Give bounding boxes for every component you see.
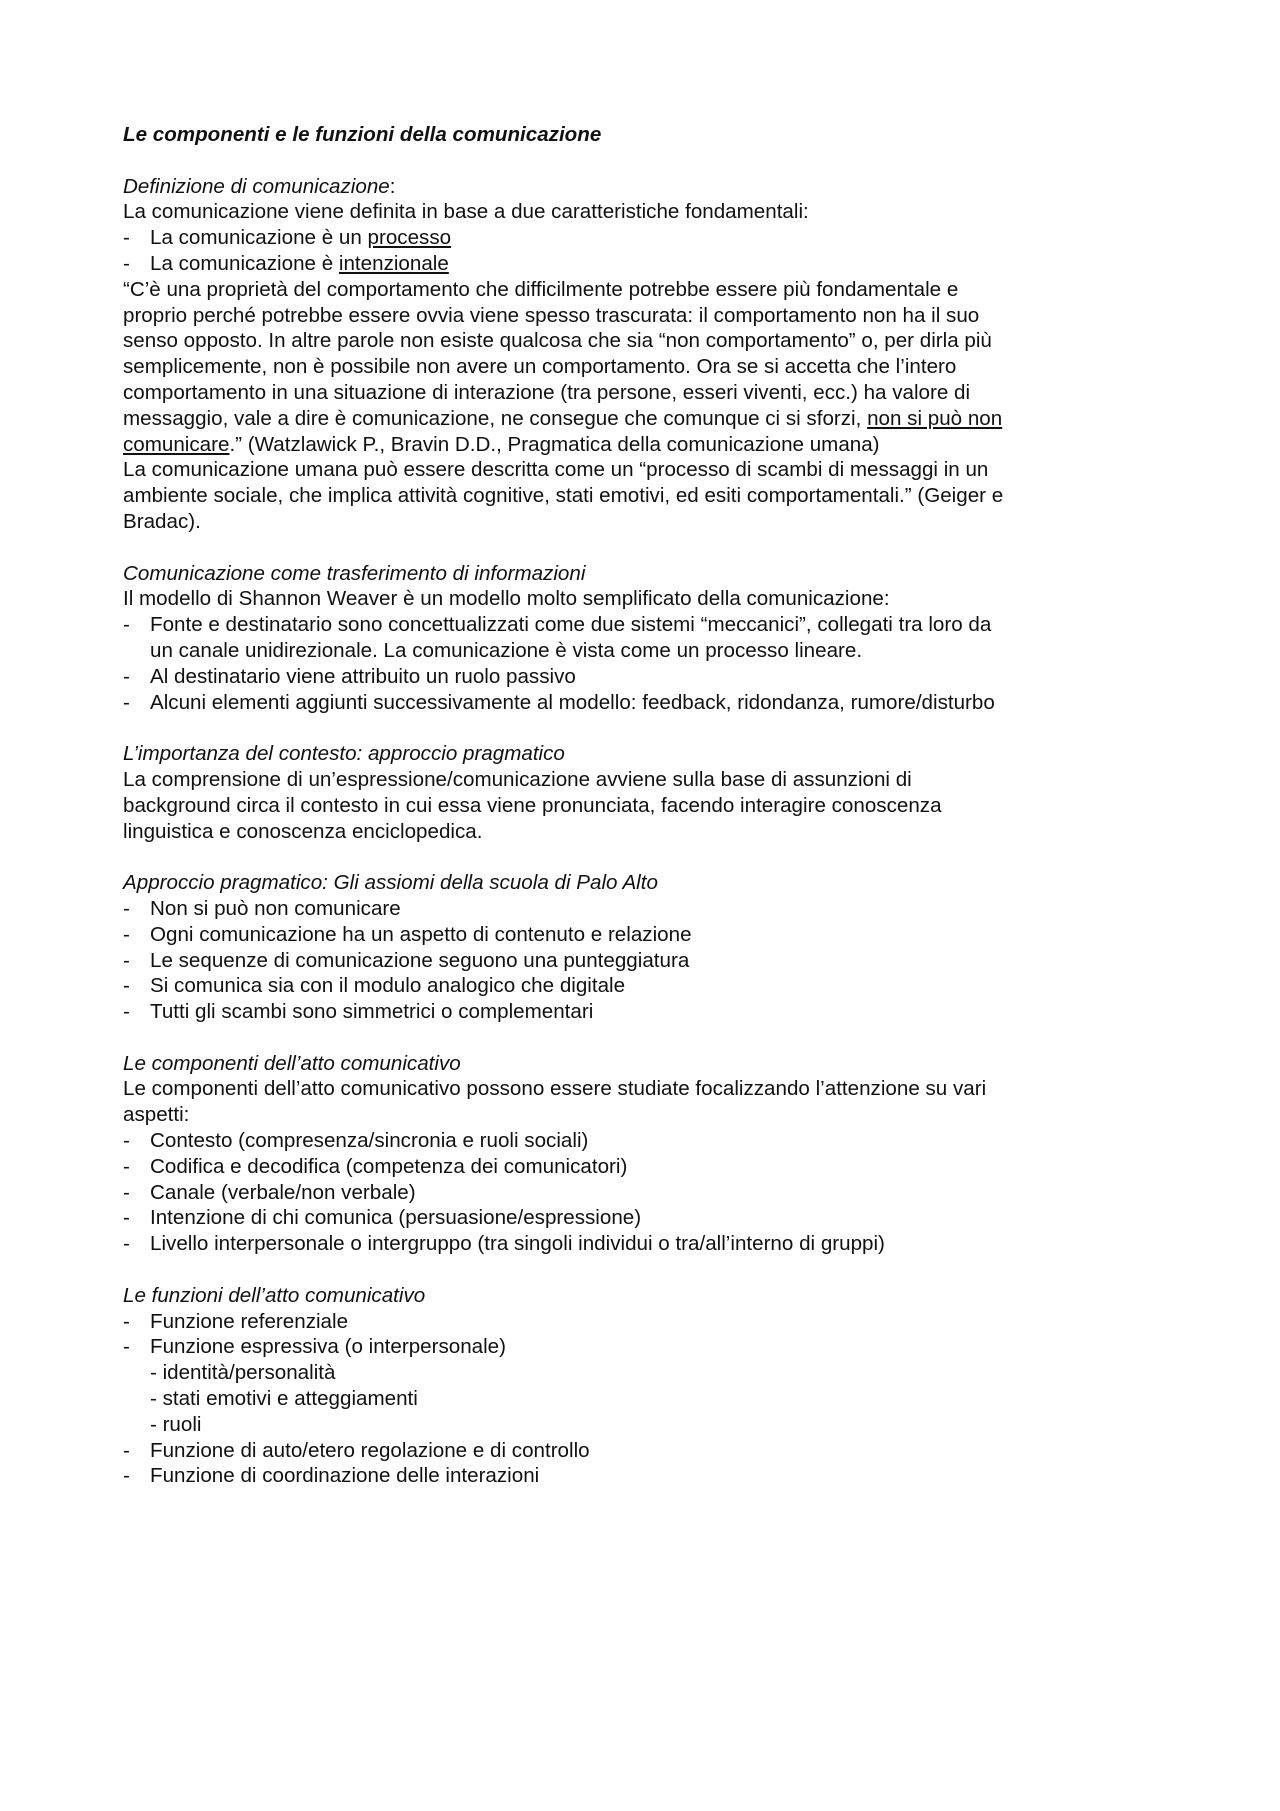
- list-item-text: Si comunica sia con il modulo analogico che digitale: [150, 974, 626, 998]
- bullet-dash: -: [123, 251, 130, 275]
- paragraph-line: Le componenti dell’atto comunicativo possono essere studiate focalizzando l’attenzione su vari: [123, 1077, 987, 1101]
- quote-line: senso opposto. In altre parole non esiste qualcosa che sia “non comportamento” o, per dirla più: [123, 329, 992, 353]
- bullet-dash: -: [123, 1206, 130, 1230]
- bullet-dash: -: [123, 1309, 130, 1333]
- spacer: [123, 1025, 1173, 1051]
- section-heading: Approccio pragmatico: Gli assiomi della scuola di Palo Alto: [123, 871, 658, 895]
- section-heading: Le funzioni dell’atto comunicativo: [123, 1283, 426, 1307]
- list-item-text: Alcuni elementi aggiunti successivamente al modello: feedback, ridondanza, rumore/disturbo: [150, 690, 995, 714]
- list-item: [123, 1231, 1173, 1257]
- list-item: [123, 922, 1173, 948]
- bullet-dash: -: [123, 690, 130, 714]
- bullet-dash: -: [123, 1438, 130, 1462]
- list-item-text: Intenzione di chi comunica (persuasione/espressione): [150, 1206, 642, 1230]
- list-item: [123, 999, 1173, 1025]
- quote-line: [123, 432, 1173, 458]
- bullet-dash: -: [123, 1464, 130, 1488]
- list-item-text: Le sequenze di comunicazione seguono una punteggiatura: [150, 948, 690, 972]
- bullet-dash: -: [123, 1335, 130, 1359]
- list-item-text: Funzione referenziale: [150, 1309, 349, 1333]
- list-item-text: Funzione di coordinazione delle interazioni: [150, 1464, 540, 1488]
- list-item-text: Ogni comunicazione ha un aspetto di contenuto e relazione: [150, 922, 692, 946]
- paragraph-line: ambiente sociale, che implica attività cognitive, stati emotivi, ed esiti comportamentali.” (Geiger e: [123, 484, 1004, 508]
- section-heading: L’importanza del contesto: approccio pragmatico: [123, 742, 565, 766]
- quote-line: [123, 406, 1173, 432]
- list-item-text: Livello interpersonale o intergruppo (tra singoli individui o tra/all’interno di gruppi): [150, 1232, 885, 1256]
- list-item-text: Codifica e decodifica (competenza dei comunicatori): [150, 1154, 628, 1178]
- list-item: [123, 948, 1173, 974]
- list-item-text: Funzione di auto/etero regolazione e di controllo: [150, 1438, 590, 1462]
- list-item: [123, 1205, 1173, 1231]
- heading-colon: :: [389, 174, 396, 198]
- underlined-term: non si può non: [867, 406, 1003, 430]
- quote-text: messaggio, vale a dire è comunicazione, ne consegue che comunque ci si sforzi,: [123, 406, 868, 430]
- list-item-text: Al destinatario viene attribuito un ruolo passivo: [150, 664, 576, 688]
- list-item: [123, 1180, 1173, 1206]
- list-item: [123, 251, 1173, 277]
- document-title: Le componenti e le funzioni della comunicazione: [123, 123, 602, 146]
- paragraph-line: linguistica e conoscenza enciclopedica.: [123, 819, 483, 843]
- list-item: [123, 1463, 1173, 1489]
- paragraph-line: La comprensione di un’espressione/comunicazione avviene sulla base di assunzioni di: [123, 767, 912, 791]
- list-item: [123, 1334, 1173, 1360]
- list-item: [123, 225, 1173, 251]
- bullet-dash: -: [123, 613, 130, 637]
- list-item: [123, 690, 1173, 716]
- paragraph-line: aspetti:: [123, 1103, 190, 1127]
- list-item: [123, 896, 1173, 922]
- underlined-term: comunicare: [123, 432, 230, 456]
- list-item-text: Fonte e destinatario sono concettualizzati come due sistemi “meccanici”, collegati tra loro da: [150, 613, 992, 637]
- list-item-text: La comunicazione è: [150, 251, 339, 275]
- list-item: [123, 1154, 1173, 1180]
- sub-list-item: - stati emotivi e atteggiamenti: [150, 1387, 418, 1411]
- spacer: [123, 715, 1173, 741]
- list-item: [123, 973, 1173, 999]
- paragraph-line: background circa il contesto in cui essa viene pronunciata, facendo interagire conoscenza: [123, 793, 942, 817]
- list-item-text: Contesto (compresenza/sincronia e ruoli sociali): [150, 1129, 589, 1153]
- bullet-dash: -: [123, 1180, 130, 1204]
- spacer: [123, 844, 1173, 870]
- bullet-dash: -: [123, 974, 130, 998]
- section-heading: Definizione di comunicazione: [123, 174, 390, 198]
- document-page: [123, 122, 1173, 1489]
- bullet-dash: -: [123, 896, 130, 920]
- spacer: [123, 148, 1173, 174]
- bullet-dash: -: [123, 226, 130, 250]
- list-item-continuation: un canale unidirezionale. La comunicazione è vista come un processo lineare.: [150, 638, 863, 662]
- bullet-dash: -: [123, 664, 130, 688]
- paragraph-line: La comunicazione umana può essere descritta come un “processo di scambi di messaggi in un: [123, 458, 989, 482]
- list-item: [123, 612, 1173, 638]
- quote-line: semplicemente, non è possibile non avere un comportamento. Ora se si accetta che l’intero: [123, 355, 957, 379]
- quote-line: comportamento in una situazione di interazione (tra persone, esseri viventi, ecc.) ha valore di: [123, 380, 971, 404]
- quote-line: “C’è una proprietà del comportamento che difficilmente potrebbe essere più fondamentale e: [123, 277, 959, 301]
- bullet-dash: -: [123, 1129, 130, 1153]
- list-item: [123, 1438, 1173, 1464]
- list-item: [123, 664, 1173, 690]
- bullet-dash: -: [123, 1000, 130, 1024]
- spacer: [123, 1257, 1173, 1283]
- quote-citation: .” (Watzlawick P., Bravin D.D., Pragmatica della comunicazione umana): [229, 432, 880, 456]
- list-item-text: Funzione espressiva (o interpersonale): [150, 1335, 506, 1359]
- bullet-dash: -: [123, 922, 130, 946]
- section-heading: Le componenti dell’atto comunicativo: [123, 1051, 461, 1075]
- list-item-text: Tutti gli scambi sono simmetrici o complementari: [150, 1000, 594, 1024]
- bullet-dash: -: [123, 1154, 130, 1178]
- paragraph-line: Il modello di Shannon Weaver è un modello molto semplificato della comunicazione:: [123, 587, 890, 611]
- quote-line: proprio perché potrebbe essere ovvia viene spesso trascurata: il comportamento non ha il suo: [123, 303, 980, 327]
- list-item: [123, 1309, 1173, 1335]
- underlined-term: intenzionale: [338, 251, 449, 275]
- paragraph-line: Bradac).: [123, 509, 201, 533]
- sub-list-item: - identità/personalità: [150, 1361, 336, 1385]
- sub-list-item: - ruoli: [150, 1412, 202, 1436]
- section-definizione-heading-line: [123, 174, 1173, 200]
- bullet-dash: -: [123, 948, 130, 972]
- bullet-dash: -: [123, 1232, 130, 1256]
- paragraph-line: La comunicazione viene definita in base a due caratteristiche fondamentali:: [123, 200, 809, 224]
- list-item: [123, 1128, 1173, 1154]
- spacer: [123, 535, 1173, 561]
- list-item-text: Non si può non comunicare: [150, 896, 401, 920]
- list-item-text: Canale (verbale/non verbale): [150, 1180, 416, 1204]
- underlined-term: processo: [367, 226, 452, 250]
- list-item-text: La comunicazione è un: [150, 226, 368, 250]
- section-heading: Comunicazione come trasferimento di informazioni: [123, 561, 586, 585]
